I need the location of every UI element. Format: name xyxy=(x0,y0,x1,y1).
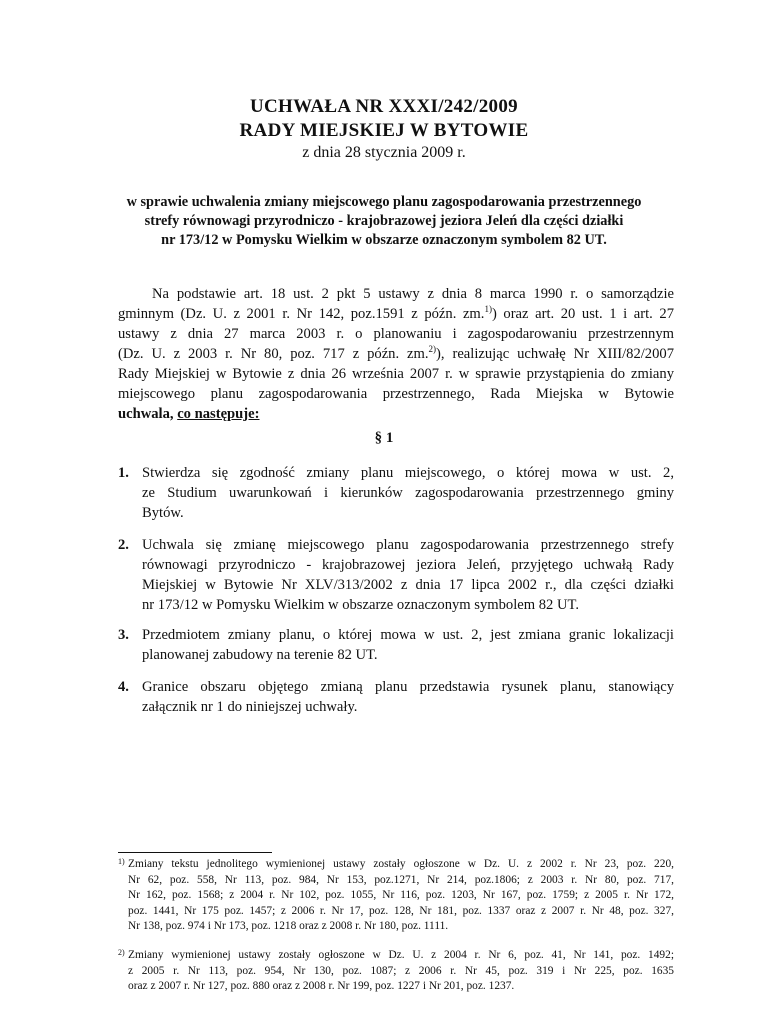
list-item xyxy=(118,535,674,615)
preamble-line: Rady Miejskiej w Bytowie z dnia 26 września 2007 r. w sprawie przystąpienia do zmiany xyxy=(118,366,674,382)
footnote xyxy=(118,948,674,995)
footnote-line: Zmiany tekstu jednolitego wymienionej ustawy zostały ogłoszone w Dz. U. z 2002 r. Nr 23, poz. 220, xyxy=(128,858,674,870)
subject-line: w sprawie uchwalenia zmiany miejscowego planu zagospodarowania przestrzennego xyxy=(126,194,642,210)
document-issuer: RADY MIEJSKIEJ W BYTOWIE xyxy=(239,120,529,141)
item-line: równowagi przyrodniczo - krajobrazowej jeziora Jeleń, przyjętego uchwałą Rady xyxy=(142,557,674,573)
list-item xyxy=(118,463,674,523)
footnote-ref: 1) xyxy=(484,304,492,315)
footnote-line: Nr 162, poz. 1568; z 2004 r. Nr 102, poz. 1055, Nr 116, poz. 1203, Nr 167, poz. 1759; z 2005 r. Nr 172, xyxy=(128,889,674,901)
list-item xyxy=(118,625,674,665)
subject-line: strefy równowagi przyrodniczo - krajobrazowej jeziora Jeleń dla części działki xyxy=(144,213,624,229)
item-line: planowanej zabudowy na terenie 82 UT. xyxy=(142,647,378,663)
item-number: 1. xyxy=(118,465,129,481)
item-line: Miejskiej w Bytowie Nr XLV/313/2002 z dnia 17 lipca 2002 r., dla części działki xyxy=(142,577,674,593)
preamble-line: miejscowego planu zagospodarowania przestrzennego, Rada Miejska w Bytowie xyxy=(118,386,674,402)
document-title: UCHWAŁA NR XXXI/242/2009 xyxy=(250,96,518,117)
subject-line: nr 173/12 w Pomysku Wielkim w obszarze oznaczonym symbolem 82 UT. xyxy=(161,232,607,248)
item-line: ze Studium uwarunkowań i kierunków zagospodarowania przestrzennego gminy xyxy=(142,485,674,501)
footnote-line: Nr 62, poz. 558, Nr 113, poz. 984, Nr 153, poz.1271, Nr 214, poz.1806; z 2003 r. Nr 80, poz. 717, xyxy=(128,873,674,886)
item-number: 3. xyxy=(118,627,129,643)
item-line: Stwierdza się zgodność zmiany planu miejscowego, o której mowa w ust. 2, xyxy=(142,465,674,481)
section-sign: § 1 xyxy=(374,430,394,446)
item-line: załącznik nr 1 do niniejszej uchwały. xyxy=(142,699,358,715)
preamble-line: Na podstawie art. 18 ust. 2 pkt 5 ustawy z dnia 8 marca 1990 r. o samorządzie xyxy=(152,286,674,302)
footnote xyxy=(118,857,674,935)
footnote-line: Nr 138, poz. 974 i Nr 173, poz. 1218 oraz z 2008 r. Nr 180, poz. 1111. xyxy=(128,920,449,932)
footnote-ref: 2) xyxy=(428,344,437,355)
document-subject xyxy=(110,193,658,250)
item-number: 4. xyxy=(118,679,129,695)
footnote-line: poz. 1441, Nr 175 poz. 1457; z 2006 r. Nr 17, poz. 128, Nr 181, poz. 1337 oraz z 2007 r. Nr 48, poz. 327, xyxy=(128,904,674,917)
preamble-line: ustawy z dnia 27 marca 2003 r. o planowaniu i zagospodarowaniu przestrzennym xyxy=(118,326,674,342)
preamble-line: (Dz. U. z 2003 r. Nr 80, poz. 717 z późn. zm.$^{2)}$), realizując uchwałę Nr XIII/82/2007 xyxy=(118,344,674,362)
item-line: Uchwala się zmianę miejscowego planu zagospodarowania przestrzennego strefy xyxy=(142,537,674,553)
footnote-divider xyxy=(118,852,272,853)
item-line: Granice obszaru objętego zmianą planu przedstawia rysunek planu, stanowiący xyxy=(142,679,674,695)
item-line: Bytów. xyxy=(142,505,184,521)
item-line: nr 173/12 w Pomysku Wielkim w obszarze oznaczonym symbolem 82 UT. xyxy=(142,597,580,613)
document-date: z dnia 28 stycznia 2009 r. xyxy=(302,144,466,161)
footnote-mark: 2) xyxy=(118,948,125,957)
footnote-line: z 2005 r. Nr 113, poz. 954, Nr 130, poz. 1087; z 2006 r. Nr 45, poz. 319 i Nr 225, poz. 1635 xyxy=(128,964,674,977)
item-line: Przedmiotem zmiany planu, o której mowa w ust. 2, jest zmiana granic lokalizacji xyxy=(142,627,674,643)
preamble xyxy=(118,284,674,424)
item-number: 2. xyxy=(118,537,129,553)
footnote-line: Zmiany wymienionej ustawy zostały ogłoszone w Dz. U. z 2004 r. Nr 6, poz. 41, Nr 141, poz. 1492; xyxy=(128,949,674,961)
preamble-line: gminnym (Dz. U. z 2001 r. Nr 142, poz.1591 z późn. zm.$^{1)}$) oraz art. 20 ust. 1 i art. 27 xyxy=(118,304,674,322)
list-item xyxy=(118,677,674,717)
footnote-line: oraz z 2007 r. Nr 127, poz. 880 oraz z 2008 r. Nr 199, poz. 1227 i Nr 201, poz. 1237. xyxy=(128,980,515,992)
preamble-line: uchwala, co następuje: xyxy=(118,406,260,422)
footnote-mark: 1) xyxy=(118,857,125,866)
